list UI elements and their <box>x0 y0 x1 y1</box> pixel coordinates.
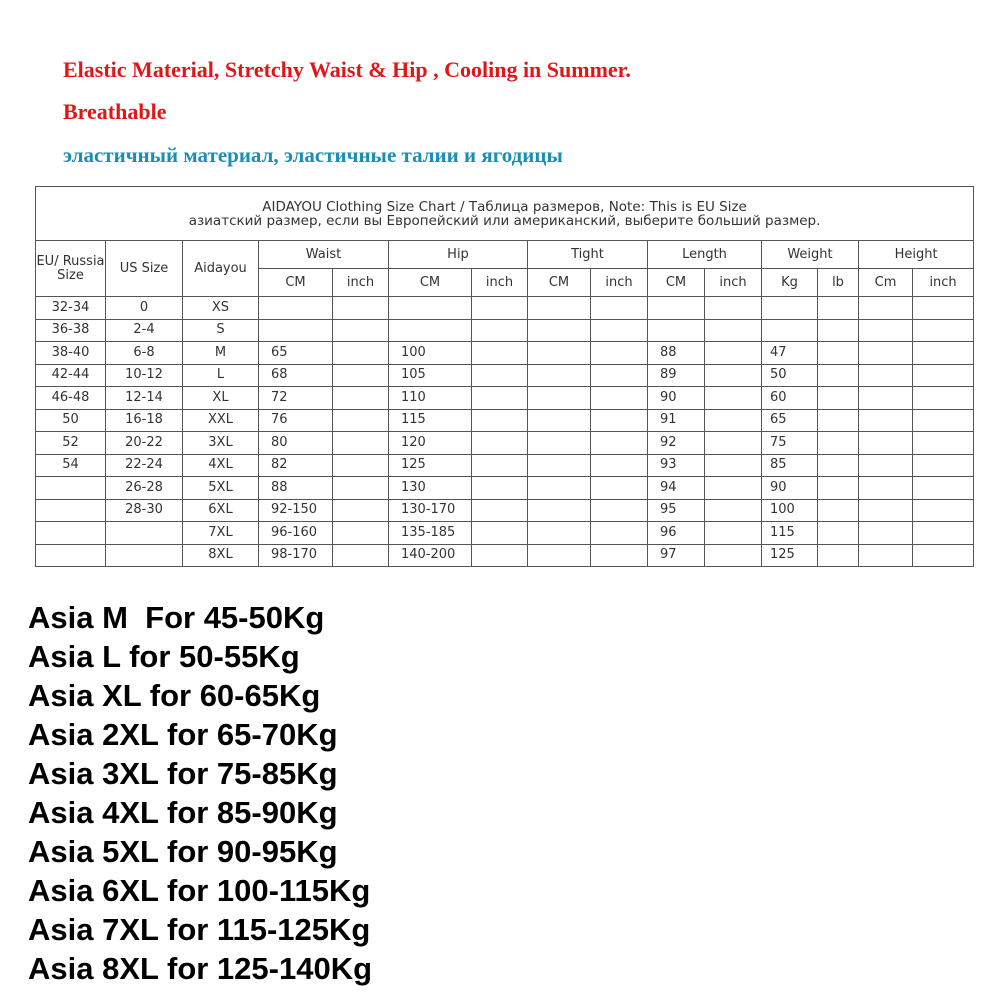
table-cell: 4XL <box>183 454 259 477</box>
table-cell <box>472 387 528 410</box>
table-cell: 50 <box>36 409 106 432</box>
table-cell <box>36 499 106 522</box>
table-cell <box>705 297 762 320</box>
table-cell <box>859 522 913 545</box>
col-header-length: Length <box>648 241 762 269</box>
asia-size-item: Asia M For 45-50Kg <box>28 600 325 635</box>
table-cell: 8XL <box>183 544 259 567</box>
table-cell <box>818 454 859 477</box>
table-cell <box>705 409 762 432</box>
asia-size-item: Asia 2XL for 65-70Kg <box>28 717 338 752</box>
asia-size-item: Asia 6XL for 100-115Kg <box>28 873 371 908</box>
table-cell <box>859 432 913 455</box>
table-cell <box>913 454 974 477</box>
table-cell: 52 <box>36 432 106 455</box>
table-cell <box>472 364 528 387</box>
table-row <box>36 454 974 477</box>
table-cell <box>333 409 389 432</box>
table-cell <box>333 319 389 342</box>
table-cell <box>762 319 818 342</box>
table-cell: 92 <box>648 432 705 455</box>
table-cell <box>762 297 818 320</box>
table-cell <box>591 499 648 522</box>
asia-size-list <box>28 598 372 988</box>
table-cell <box>913 432 974 455</box>
headline-breathable: Breathable <box>63 99 167 124</box>
table-cell <box>36 544 106 567</box>
table-cell <box>859 477 913 500</box>
table-title-line2: азиатский размер, если вы Европейский или американский, выберите больший размер. <box>188 212 821 229</box>
table-cell <box>913 544 974 567</box>
asia-size-item: Asia 7XL for 115-125Kg <box>28 912 371 947</box>
table-cell: 2-4 <box>106 319 183 342</box>
table-cell: 88 <box>648 342 705 365</box>
table-cell: 10-12 <box>106 364 183 387</box>
table-cell <box>859 544 913 567</box>
table-cell <box>528 342 591 365</box>
table-cell: 46-48 <box>36 387 106 410</box>
table-cell: 89 <box>648 364 705 387</box>
table-cell: 105 <box>389 364 472 387</box>
table-cell: 125 <box>762 544 818 567</box>
table-cell: 72 <box>259 387 333 410</box>
table-cell <box>818 342 859 365</box>
table-cell: 80 <box>259 432 333 455</box>
table-cell: 75 <box>762 432 818 455</box>
asia-size-item: Asia L for 50-55Kg <box>28 639 300 674</box>
table-cell <box>389 319 472 342</box>
table-cell <box>528 432 591 455</box>
table-row <box>36 477 974 500</box>
table-cell: 28-30 <box>106 499 183 522</box>
table-row <box>36 522 974 545</box>
table-cell <box>528 364 591 387</box>
table-cell: 65 <box>762 409 818 432</box>
table-cell: 12-14 <box>106 387 183 410</box>
table-cell <box>333 544 389 567</box>
unit-header-cell: inch <box>333 269 389 297</box>
table-cell <box>333 432 389 455</box>
table-cell <box>859 319 913 342</box>
table-cell <box>259 297 333 320</box>
table-cell: M <box>183 342 259 365</box>
table-cell <box>913 364 974 387</box>
unit-header-cell: inch <box>705 269 762 297</box>
table-cell <box>705 342 762 365</box>
table-cell <box>591 364 648 387</box>
table-cell: 32-34 <box>36 297 106 320</box>
col-header-aidayou: Aidayou <box>183 241 259 297</box>
table-cell: 36-38 <box>36 319 106 342</box>
table-cell: XXL <box>183 409 259 432</box>
table-cell <box>528 544 591 567</box>
table-cell <box>106 544 183 567</box>
table-cell <box>591 297 648 320</box>
table-cell <box>591 432 648 455</box>
table-cell <box>913 409 974 432</box>
table-cell <box>913 297 974 320</box>
table-cell <box>528 454 591 477</box>
table-cell <box>913 522 974 545</box>
table-cell <box>859 409 913 432</box>
table-cell <box>591 477 648 500</box>
headline-features: Elastic Material, Stretchy Waist & Hip , Cooling in Summer. <box>63 57 631 82</box>
table-cell <box>333 297 389 320</box>
col-header-height: Height <box>859 241 974 269</box>
table-cell: 76 <box>259 409 333 432</box>
table-cell <box>528 297 591 320</box>
table-cell: 110 <box>389 387 472 410</box>
asia-size-item: Asia 4XL for 85-90Kg <box>28 795 338 830</box>
table-cell: 38-40 <box>36 342 106 365</box>
table-cell <box>472 544 528 567</box>
table-cell: 95 <box>648 499 705 522</box>
table-cell <box>333 499 389 522</box>
unit-header-cell: CM <box>259 269 333 297</box>
table-cell <box>859 364 913 387</box>
table-cell: 115 <box>389 409 472 432</box>
table-cell: 96-160 <box>259 522 333 545</box>
table-cell <box>705 432 762 455</box>
table-cell <box>591 319 648 342</box>
table-cell: 92-150 <box>259 499 333 522</box>
table-cell: 6XL <box>183 499 259 522</box>
table-cell: 88 <box>259 477 333 500</box>
table-cell <box>913 477 974 500</box>
asia-size-item: Asia 8XL for 125-140Kg <box>28 951 373 986</box>
table-cell: 96 <box>648 522 705 545</box>
col-header-eu-russia-size: EU/ Russia Size <box>36 241 106 297</box>
col-header-waist: Waist <box>259 241 389 269</box>
table-cell <box>333 387 389 410</box>
table-cell <box>705 499 762 522</box>
unit-header-cell: inch <box>472 269 528 297</box>
table-cell <box>705 387 762 410</box>
table-cell: 97 <box>648 544 705 567</box>
table-title-row <box>36 187 974 241</box>
table-cell <box>333 364 389 387</box>
table-cell <box>528 319 591 342</box>
table-cell: 22-24 <box>106 454 183 477</box>
table-cell <box>591 454 648 477</box>
table-row <box>36 297 974 320</box>
table-cell <box>472 319 528 342</box>
unit-header-cell: lb <box>818 269 859 297</box>
table-cell <box>36 477 106 500</box>
table-cell: 90 <box>762 477 818 500</box>
table-cell <box>333 342 389 365</box>
table-cell <box>472 342 528 365</box>
table-cell <box>591 409 648 432</box>
table-cell: 135-185 <box>389 522 472 545</box>
table-cell <box>528 409 591 432</box>
table-cell <box>528 522 591 545</box>
table-cell: 91 <box>648 409 705 432</box>
table-cell: 68 <box>259 364 333 387</box>
table-cell <box>705 364 762 387</box>
table-row <box>36 544 974 567</box>
table-cell <box>259 319 333 342</box>
table-cell: 130-170 <box>389 499 472 522</box>
table-cell: 82 <box>259 454 333 477</box>
table-cell: 54 <box>36 454 106 477</box>
table-cell: 65 <box>259 342 333 365</box>
table-cell: 85 <box>762 454 818 477</box>
table-cell <box>705 454 762 477</box>
table-cell <box>913 499 974 522</box>
table-cell: 0 <box>106 297 183 320</box>
unit-header-cell: Cm <box>859 269 913 297</box>
size-chart-table <box>35 186 974 567</box>
col-header-hip: Hip <box>389 241 528 269</box>
table-cell: 94 <box>648 477 705 500</box>
table-cell <box>859 387 913 410</box>
table-cell <box>859 297 913 320</box>
table-cell <box>913 387 974 410</box>
unit-header-cell: CM <box>389 269 472 297</box>
table-title <box>36 187 974 241</box>
table-cell <box>591 342 648 365</box>
table-cell <box>528 387 591 410</box>
table-cell <box>913 342 974 365</box>
table-cell <box>389 297 472 320</box>
table-cell: 20-22 <box>106 432 183 455</box>
table-cell: S <box>183 319 259 342</box>
table-cell <box>648 297 705 320</box>
table-cell: XL <box>183 387 259 410</box>
table-cell: 50 <box>762 364 818 387</box>
table-cell <box>472 499 528 522</box>
table-cell <box>591 544 648 567</box>
table-cell <box>333 522 389 545</box>
table-row <box>36 499 974 522</box>
table-cell <box>36 522 106 545</box>
table-cell <box>818 387 859 410</box>
table-cell <box>472 477 528 500</box>
table-cell <box>818 409 859 432</box>
table-cell <box>818 319 859 342</box>
unit-header-cell: CM <box>528 269 591 297</box>
table-cell: 5XL <box>183 477 259 500</box>
table-cell <box>818 522 859 545</box>
table-cell: L <box>183 364 259 387</box>
table-cell: 125 <box>389 454 472 477</box>
table-cell <box>818 432 859 455</box>
asia-size-item: Asia 5XL for 90-95Kg <box>28 834 338 869</box>
table-cell <box>818 297 859 320</box>
table-row <box>36 432 974 455</box>
table-cell <box>528 477 591 500</box>
table-cell: 60 <box>762 387 818 410</box>
table-cell <box>705 477 762 500</box>
col-header-us-size: US Size <box>106 241 183 297</box>
table-header-row <box>36 241 974 269</box>
table-cell <box>705 544 762 567</box>
table-cell <box>818 499 859 522</box>
unit-header-cell: Kg <box>762 269 818 297</box>
table-cell <box>648 319 705 342</box>
table-cell <box>472 522 528 545</box>
table-cell: 100 <box>389 342 472 365</box>
table-cell <box>818 477 859 500</box>
table-cell <box>333 454 389 477</box>
table-cell: 42-44 <box>36 364 106 387</box>
headline-russian: эластичный материал, эластичные талии и ягодицы <box>63 143 563 167</box>
table-cell: 120 <box>389 432 472 455</box>
table-cell <box>705 522 762 545</box>
table-cell: XS <box>183 297 259 320</box>
table-cell <box>859 342 913 365</box>
table-cell <box>472 454 528 477</box>
table-cell <box>333 477 389 500</box>
table-cell <box>106 522 183 545</box>
table-cell <box>913 319 974 342</box>
table-cell: 130 <box>389 477 472 500</box>
table-cell: 3XL <box>183 432 259 455</box>
table-cell: 98-170 <box>259 544 333 567</box>
col-header-tight: Tight <box>528 241 648 269</box>
table-cell: 115 <box>762 522 818 545</box>
table-cell <box>472 409 528 432</box>
table-cell <box>591 387 648 410</box>
table-cell <box>705 319 762 342</box>
unit-header-cell: inch <box>913 269 974 297</box>
table-cell: 6-8 <box>106 342 183 365</box>
table-row <box>36 364 974 387</box>
table-cell <box>591 522 648 545</box>
table-cell: 7XL <box>183 522 259 545</box>
table-cell <box>818 364 859 387</box>
table-row <box>36 409 974 432</box>
table-cell: 140-200 <box>389 544 472 567</box>
table-cell: 16-18 <box>106 409 183 432</box>
asia-size-item: Asia 3XL for 75-85Kg <box>28 756 338 791</box>
table-row <box>36 319 974 342</box>
table-cell <box>528 499 591 522</box>
table-cell <box>859 499 913 522</box>
table-cell <box>859 454 913 477</box>
table-cell: 47 <box>762 342 818 365</box>
table-cell: 93 <box>648 454 705 477</box>
table-title-line1: AIDAYOU Clothing Size Chart / Таблица размеров, Note: This is EU Size <box>262 198 747 215</box>
asia-size-item: Asia XL for 60-65Kg <box>28 678 321 713</box>
table-cell: 90 <box>648 387 705 410</box>
unit-header-cell: inch <box>591 269 648 297</box>
table-cell: 100 <box>762 499 818 522</box>
table-cell <box>472 297 528 320</box>
table-row <box>36 342 974 365</box>
table-cell <box>818 544 859 567</box>
table-cell <box>472 432 528 455</box>
table-cell: 26-28 <box>106 477 183 500</box>
col-header-weight: Weight <box>762 241 859 269</box>
unit-header-cell: CM <box>648 269 705 297</box>
table-row <box>36 387 974 410</box>
